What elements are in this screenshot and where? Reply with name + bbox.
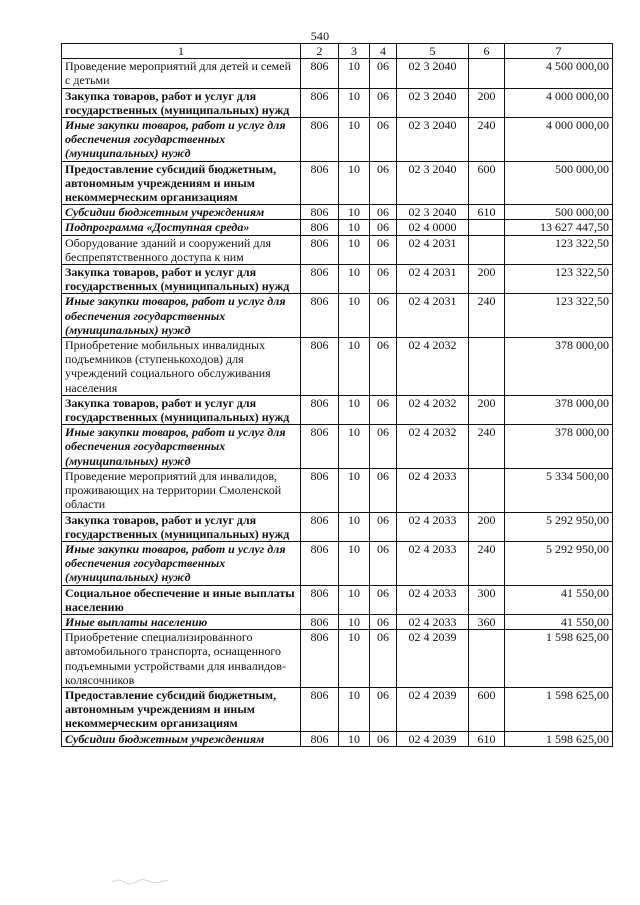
expense-type-cell: 200: [469, 88, 505, 117]
expense-type-cell: [469, 235, 505, 264]
table-row: [62, 161, 613, 205]
section-cell: 10: [339, 630, 370, 688]
amount-cell: 4 000 000,00: [505, 88, 613, 117]
amount-cell: 378 000,00: [505, 338, 613, 396]
expense-type-cell: [469, 630, 505, 688]
section-cell: 10: [339, 731, 370, 746]
subsection-cell: 06: [370, 425, 397, 469]
subsection-cell: 06: [370, 468, 397, 512]
section-cell: 10: [339, 395, 370, 424]
section-cell: 10: [339, 687, 370, 731]
subsection-cell: 06: [370, 731, 397, 746]
expense-type-cell: 200: [469, 395, 505, 424]
target-article-cell: 02 4 2031: [397, 265, 469, 294]
ministry-code-cell: 806: [301, 541, 339, 585]
section-cell: 10: [339, 235, 370, 264]
table-row: [62, 585, 613, 614]
column-header-6: 6: [469, 44, 505, 59]
expense-type-cell: 600: [469, 687, 505, 731]
target-article-cell: 02 4 2039: [397, 731, 469, 746]
budget-table: [61, 43, 613, 747]
table-row: [62, 88, 613, 117]
row-name-cell: Подпрограмма «Доступная среда»: [62, 220, 301, 235]
subsection-cell: 06: [370, 265, 397, 294]
row-name-cell: Закупка товаров, работ и услуг для государственных (муниципальных) нужд: [62, 88, 301, 117]
subsection-cell: 06: [370, 338, 397, 396]
amount-cell: 41 550,00: [505, 614, 613, 629]
amount-cell: 5 292 950,00: [505, 541, 613, 585]
subsection-cell: 06: [370, 59, 397, 88]
amount-cell: 1 598 625,00: [505, 731, 613, 746]
table-row: [62, 205, 613, 220]
section-cell: 10: [339, 220, 370, 235]
expense-type-cell: 240: [469, 118, 505, 162]
ministry-code-cell: 806: [301, 395, 339, 424]
target-article-cell: 02 3 2040: [397, 88, 469, 117]
ministry-code-cell: 806: [301, 205, 339, 220]
section-cell: 10: [339, 118, 370, 162]
column-header-2: 2: [301, 44, 339, 59]
row-name-cell: Проведение мероприятий для инвалидов, проживающих на территории Смоленской области: [62, 468, 301, 512]
expense-type-cell: 240: [469, 294, 505, 338]
ministry-code-cell: 806: [301, 687, 339, 731]
row-name-cell: Иные закупки товаров, работ и услуг для обеспечения государственных (муниципальных) нужд: [62, 294, 301, 338]
table-row: [62, 235, 613, 264]
target-article-cell: 02 3 2040: [397, 59, 469, 88]
column-header-1: 1: [62, 44, 301, 59]
subsection-cell: 06: [370, 235, 397, 264]
table-row: [62, 395, 613, 424]
target-article-cell: 02 4 0000: [397, 220, 469, 235]
row-name-cell: Субсидии бюджетным учреждениям: [62, 205, 301, 220]
subsection-cell: 06: [370, 614, 397, 629]
row-name-cell: Приобретение мобильных инвалидных подъемников (ступенькоходов) для учреждений социального обслуживания населения: [62, 338, 301, 396]
subsection-cell: 06: [370, 205, 397, 220]
target-article-cell: 02 4 2033: [397, 614, 469, 629]
amount-cell: 4 500 000,00: [505, 59, 613, 88]
target-article-cell: 02 4 2032: [397, 425, 469, 469]
ministry-code-cell: 806: [301, 265, 339, 294]
table-row: [62, 338, 613, 396]
table-row: [62, 265, 613, 294]
target-article-cell: 02 3 2040: [397, 161, 469, 205]
table-row: [62, 687, 613, 731]
section-cell: 10: [339, 468, 370, 512]
table-header: [62, 44, 613, 59]
subsection-cell: 06: [370, 687, 397, 731]
subsection-cell: 06: [370, 118, 397, 162]
table-row: [62, 425, 613, 469]
expense-type-cell: 600: [469, 161, 505, 205]
subsection-cell: 06: [370, 161, 397, 205]
row-name-cell: Оборудование зданий и сооружений для беспрепятственного доступа к ним: [62, 235, 301, 264]
ministry-code-cell: 806: [301, 731, 339, 746]
target-article-cell: 02 4 2032: [397, 395, 469, 424]
target-article-cell: 02 4 2033: [397, 512, 469, 541]
amount-cell: 500 000,00: [505, 161, 613, 205]
table-row: [62, 468, 613, 512]
amount-cell: 5 292 950,00: [505, 512, 613, 541]
table-row: [62, 59, 613, 88]
target-article-cell: 02 4 2033: [397, 468, 469, 512]
row-name-cell: Предоставление субсидий бюджетным, автономным учреждениям и иным некоммерческим организациям: [62, 687, 301, 731]
expense-type-cell: 610: [469, 205, 505, 220]
row-name-cell: Проведение мероприятий для детей и семей с детьми: [62, 59, 301, 88]
expense-type-cell: 360: [469, 614, 505, 629]
target-article-cell: 02 4 2039: [397, 630, 469, 688]
ministry-code-cell: 806: [301, 585, 339, 614]
page-number: 540: [310, 29, 330, 43]
table-body: [62, 59, 613, 747]
section-cell: 10: [339, 585, 370, 614]
row-name-cell: Иные закупки товаров, работ и услуг для обеспечения государственных (муниципальных) нужд: [62, 425, 301, 469]
row-name-cell: Субсидии бюджетным учреждениям: [62, 731, 301, 746]
table-row: [62, 630, 613, 688]
subsection-cell: 06: [370, 512, 397, 541]
target-article-cell: 02 4 2031: [397, 294, 469, 338]
column-header-4: 4: [370, 44, 397, 59]
amount-cell: 123 322,50: [505, 235, 613, 264]
target-article-cell: 02 3 2040: [397, 118, 469, 162]
expense-type-cell: 240: [469, 425, 505, 469]
expense-type-cell: [469, 59, 505, 88]
target-article-cell: 02 4 2039: [397, 687, 469, 731]
row-name-cell: Иные закупки товаров, работ и услуг для обеспечения государственных (муниципальных) нужд: [62, 118, 301, 162]
amount-cell: 123 322,50: [505, 294, 613, 338]
margin-scribble: [110, 876, 170, 886]
ministry-code-cell: 806: [301, 161, 339, 205]
ministry-code-cell: 806: [301, 59, 339, 88]
ministry-code-cell: 806: [301, 512, 339, 541]
table-row: [62, 512, 613, 541]
row-name-cell: Закупка товаров, работ и услуг для государственных (муниципальных) нужд: [62, 512, 301, 541]
table-row: [62, 541, 613, 585]
ministry-code-cell: 806: [301, 614, 339, 629]
amount-cell: 378 000,00: [505, 425, 613, 469]
target-article-cell: 02 4 2033: [397, 585, 469, 614]
amount-cell: 1 598 625,00: [505, 630, 613, 688]
amount-cell: 41 550,00: [505, 585, 613, 614]
section-cell: 10: [339, 88, 370, 117]
target-article-cell: 02 4 2033: [397, 541, 469, 585]
section-cell: 10: [339, 161, 370, 205]
section-cell: 10: [339, 512, 370, 541]
target-article-cell: 02 4 2032: [397, 338, 469, 396]
ministry-code-cell: 806: [301, 338, 339, 396]
target-article-cell: 02 4 2031: [397, 235, 469, 264]
expense-type-cell: [469, 468, 505, 512]
row-name-cell: Социальное обеспечение и иные выплаты населению: [62, 585, 301, 614]
section-cell: 10: [339, 294, 370, 338]
column-header-5: 5: [397, 44, 469, 59]
amount-cell: 1 598 625,00: [505, 687, 613, 731]
section-cell: 10: [339, 205, 370, 220]
ministry-code-cell: 806: [301, 118, 339, 162]
amount-cell: 4 000 000,00: [505, 118, 613, 162]
section-cell: 10: [339, 425, 370, 469]
row-name-cell: Закупка товаров, работ и услуг для государственных (муниципальных) нужд: [62, 265, 301, 294]
table-row: [62, 614, 613, 629]
ministry-code-cell: 806: [301, 235, 339, 264]
subsection-cell: 06: [370, 585, 397, 614]
amount-cell: 123 322,50: [505, 265, 613, 294]
subsection-cell: 06: [370, 88, 397, 117]
subsection-cell: 06: [370, 220, 397, 235]
ministry-code-cell: 806: [301, 425, 339, 469]
section-cell: 10: [339, 265, 370, 294]
amount-cell: 5 334 500,00: [505, 468, 613, 512]
expense-type-cell: 200: [469, 265, 505, 294]
section-cell: 10: [339, 614, 370, 629]
amount-cell: 13 627 447,50: [505, 220, 613, 235]
section-cell: 10: [339, 59, 370, 88]
column-header-7: 7: [505, 44, 613, 59]
target-article-cell: 02 3 2040: [397, 205, 469, 220]
row-name-cell: Приобретение специализированного автомобильного транспорта, оснащенного подъемными устройствами для инвалидов-колясочников: [62, 630, 301, 688]
ministry-code-cell: 806: [301, 88, 339, 117]
subsection-cell: 06: [370, 294, 397, 338]
expense-type-cell: 300: [469, 585, 505, 614]
ministry-code-cell: 806: [301, 630, 339, 688]
subsection-cell: 06: [370, 395, 397, 424]
amount-cell: 378 000,00: [505, 395, 613, 424]
ministry-code-cell: 806: [301, 294, 339, 338]
amount-cell: 500 000,00: [505, 205, 613, 220]
table-row: [62, 220, 613, 235]
section-cell: 10: [339, 541, 370, 585]
table-row: [62, 118, 613, 162]
ministry-code-cell: 806: [301, 220, 339, 235]
header-row: [62, 44, 613, 59]
row-name-cell: Предоставление субсидий бюджетным, автономным учреждениям и иным некоммерческим организациям: [62, 161, 301, 205]
row-name-cell: Иные закупки товаров, работ и услуг для обеспечения государственных (муниципальных) нужд: [62, 541, 301, 585]
expense-type-cell: [469, 220, 505, 235]
expense-type-cell: 240: [469, 541, 505, 585]
table-row: [62, 731, 613, 746]
table-row: [62, 294, 613, 338]
row-name-cell: Иные выплаты населению: [62, 614, 301, 629]
expense-type-cell: 200: [469, 512, 505, 541]
subsection-cell: 06: [370, 630, 397, 688]
ministry-code-cell: 806: [301, 468, 339, 512]
section-cell: 10: [339, 338, 370, 396]
column-header-3: 3: [339, 44, 370, 59]
expense-type-cell: 610: [469, 731, 505, 746]
subsection-cell: 06: [370, 541, 397, 585]
row-name-cell: Закупка товаров, работ и услуг для государственных (муниципальных) нужд: [62, 395, 301, 424]
expense-type-cell: [469, 338, 505, 396]
